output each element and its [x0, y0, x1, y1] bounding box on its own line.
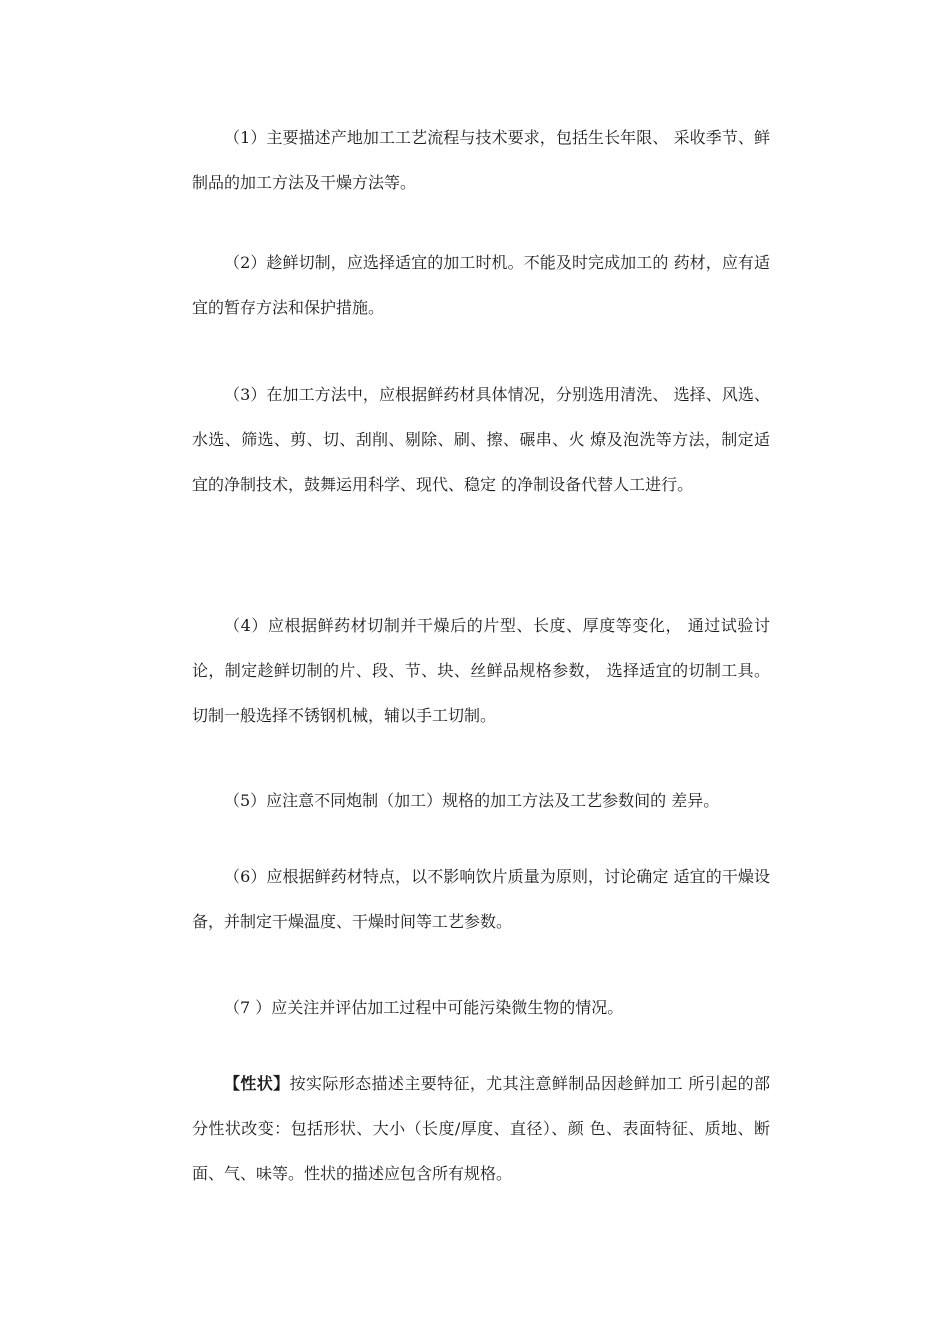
paragraph-2: （2）趁鲜切制，应选择适宜的加工时机。不能及时完成加工的 药材，应有适宜的暂存方法和保护措施。	[192, 253, 770, 317]
paragraph-7: （7 ）应关注并评估加工过程中可能污染微生物的情况。	[224, 998, 624, 1017]
properties-heading: 【性状】	[224, 1074, 290, 1093]
paragraph-1: （1）主要描述产地加工工艺流程与技术要求，包括生长年限、 采收季节、鲜制品的加工方法及干燥方法等。	[192, 128, 770, 192]
paragraph-3: （3）在加工方法中，应根据鲜药材具体情况，分别选用清洗、 选择、风选、水选、筛选、剪、切、刮削、剔除、刷、擦、碾串、火 燎及泡洗等方法，制定适宜的净制技术，鼓舞运用科学、现代、稳定 的净制设备代替人工进行。	[192, 385, 770, 494]
paragraph-5: （5）应注意不同炮制（加工）规格的加工方法及工艺参数间的 差异。	[224, 791, 720, 810]
paragraph-6: （6）应根据鲜药材特点，以不影响饮片质量为原则，讨论确定 适宜的干燥设备，并制定干燥温度、干燥时间等工艺参数。	[192, 867, 770, 931]
properties-paragraph	[192, 1061, 770, 1196]
paragraph-4: （4）应根据鲜药材切制并干燥后的片型、长度、厚度等变化， 通过试验讨论，制定趁鲜切制的片、段、节、块、丝鲜品规格参数， 选择适宜的切制工具。切制一般选择不锈钢机械，辅以手工切制。	[192, 616, 770, 725]
properties-text: 按实际形态描述主要特征，尤其注意鲜制品因趁鲜加工 所引起的部分性状改变：包括形状、大小（长度/厚度、直径）、颜 色、表面特征、质地、断面、气、味等。性状的描述应包含所有规格。	[192, 1074, 770, 1183]
